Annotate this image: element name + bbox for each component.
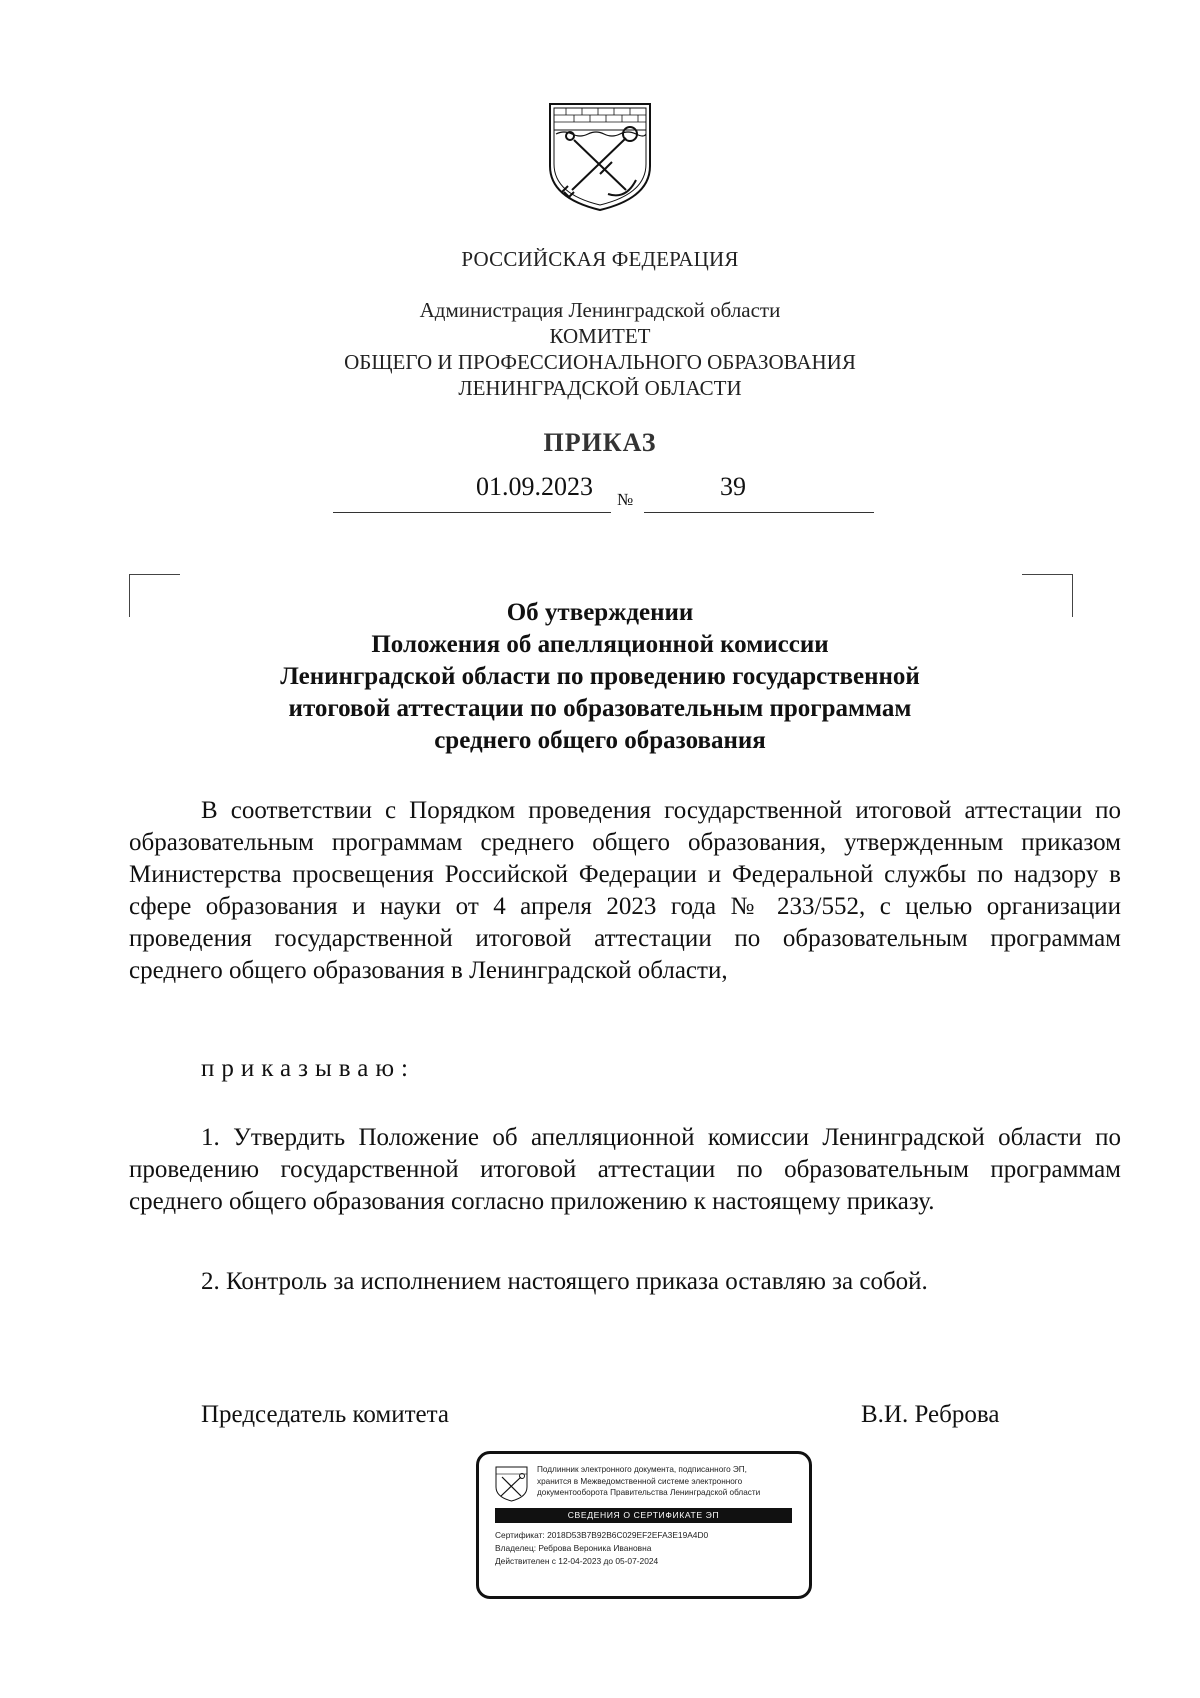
order-number: 39 [720, 472, 746, 501]
certificate-details [495, 1529, 795, 1568]
stamp-notice-line: Подлинник электронного документа, подписанного ЭП, [537, 1465, 747, 1474]
order-item-1: 1. Утвердить Положение об апелляционной комиссии Ленинградской области по проведению государственной итоговой аттестации по образовательным программам среднего общего образования согласно приложению к настоящему приказу. [129, 1124, 1121, 1215]
subject-line: Ленинградской области по проведению государственной [280, 663, 920, 690]
subject-line: Положения об апелляционной комиссии [371, 631, 829, 658]
certificate-number: Сертификат: 2018D53B7B92B6C029EF2EFA3E19A4D0 [495, 1530, 709, 1540]
committee-label: КОМИТЕТ [549, 324, 651, 348]
order-date: 01.09.2023 [476, 472, 593, 501]
organization-block [0, 297, 1200, 401]
signatory-name: В.И. Реброва [861, 1401, 1000, 1428]
certificate-owner: Владелец: Реброва Вероника Ивановна [495, 1543, 652, 1553]
subject-line: Об утверждении [506, 599, 694, 626]
subject-line: среднего общего образования [434, 727, 766, 754]
administration-name: Администрация Ленинградской области [419, 298, 781, 322]
number-sign: № [617, 490, 634, 509]
date-underline [333, 512, 611, 513]
preamble-paragraph: В соответствии с Порядком проведения государственной итоговой аттестации по образовательным программам среднего общего образования, утвержденным приказом Министерства просвещения Российской Федерации и Федеральной службы по надзору в сфере образования и науки от 4 апреля 2023 года № 233/552, с целью организации проведения государственной итоговой аттестации по образовательным программам среднего общего образования в Ленинградской области, [129, 797, 1121, 984]
committee-name-line2: ЛЕНИНГРАДСКОЙ ОБЛАСТИ [458, 376, 742, 400]
signatory-position: Председатель комитета [201, 1401, 449, 1428]
stamp-notice [537, 1464, 803, 1499]
committee-name-line1: ОБЩЕГО И ПРОФЕССИОНАЛЬНОГО ОБРАЗОВАНИЯ [344, 350, 856, 374]
document-subject [0, 597, 1200, 757]
order-word: приказываю: [201, 1055, 415, 1082]
subject-line: итоговой аттестации по образовательным программам [288, 695, 912, 722]
electronic-signature-stamp [476, 1451, 812, 1599]
order-item-2: 2. Контроль за исполнением настоящего приказа оставляю за собой. [201, 1268, 928, 1295]
certificate-info-header: СВЕДЕНИЯ О СЕРТИФИКАТЕ ЭП [495, 1508, 792, 1523]
stamp-emblem-icon [495, 1466, 528, 1502]
coat-of-arms-icon [546, 100, 654, 212]
document-type-title: ПРИКАЗ [543, 428, 657, 457]
number-underline [644, 512, 874, 513]
country-heading: РОССИЙСКАЯ ФЕДЕРАЦИЯ [461, 247, 739, 271]
stamp-notice-line: документооборота Правительства Ленинградской области [537, 1488, 761, 1497]
stamp-notice-line: хранится в Межведомственной системе электронного [537, 1476, 743, 1486]
certificate-validity: Действителен с 12-04-2023 до 05-07-2024 [495, 1556, 659, 1566]
